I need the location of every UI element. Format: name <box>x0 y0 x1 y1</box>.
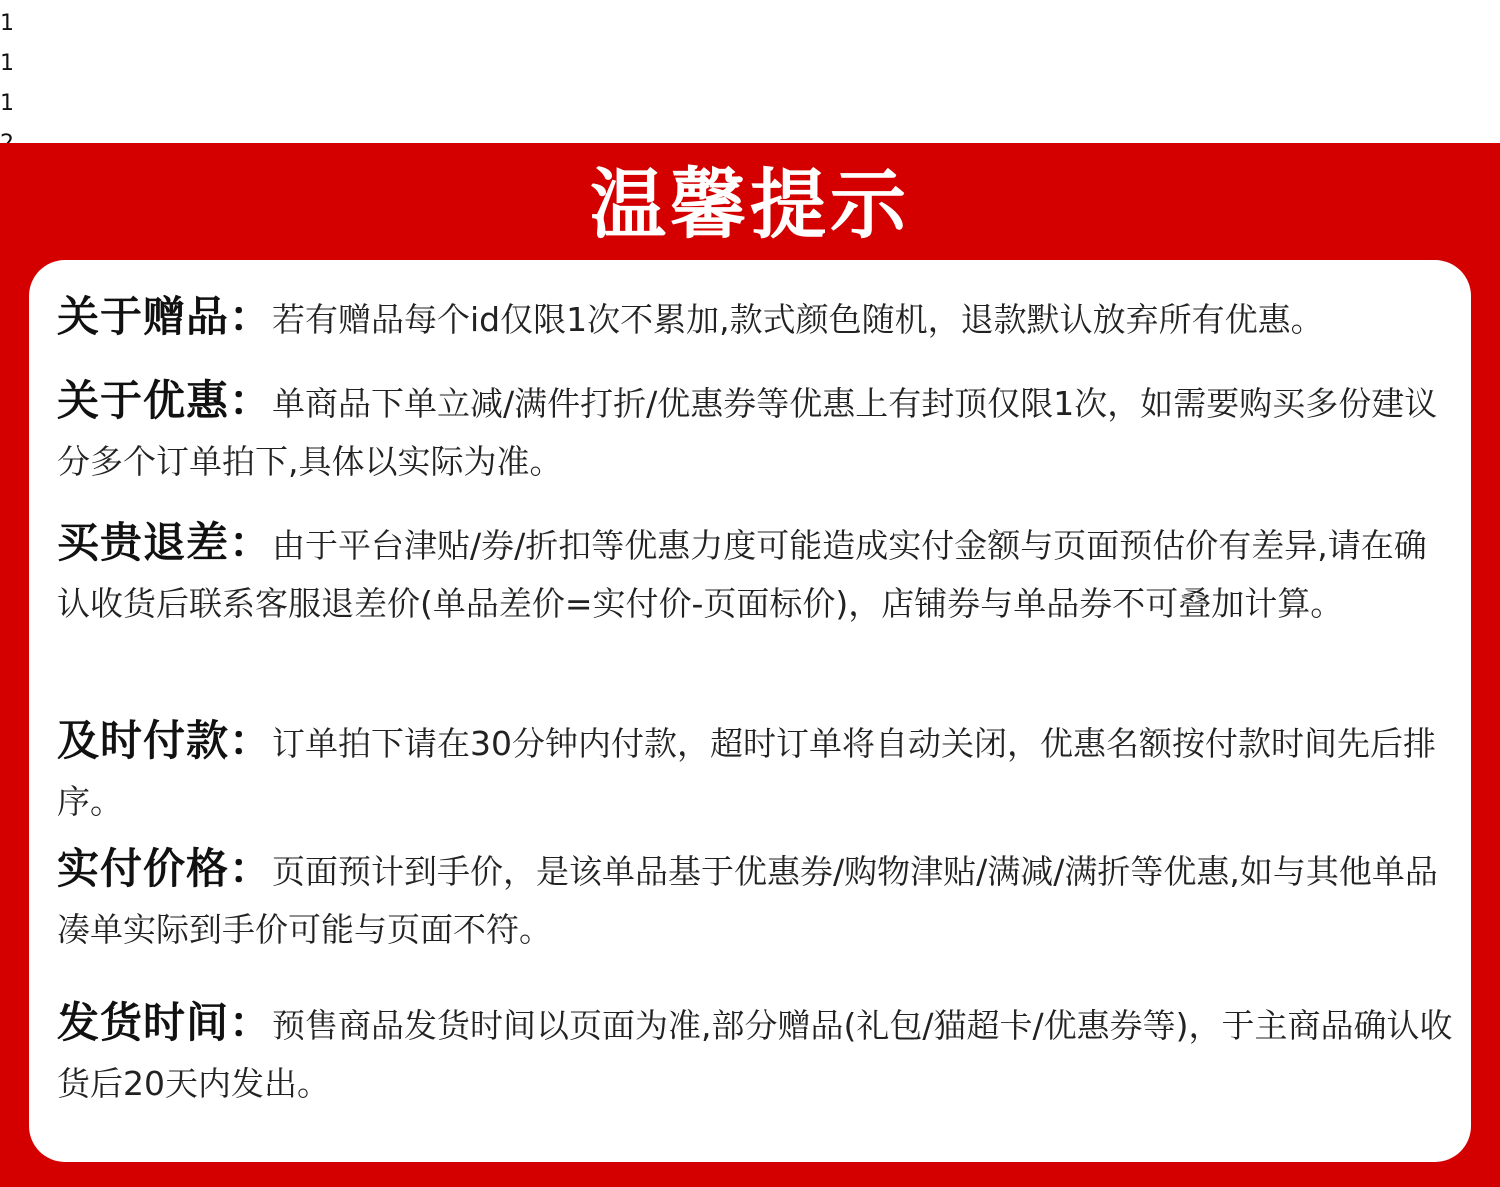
stray-line: 1 <box>0 91 14 116</box>
stray-line: 1 <box>0 11 14 36</box>
notice-item-text: 由于平台津贴/券/折扣等优惠力度可能造成实付金额与页面预估价有差异,请在确认收货后联系客服退差价(单品差价=实付价-页面标价)，店铺券与单品券不可叠加计算。 <box>57 526 1427 623</box>
stray-text-lines <box>0 0 40 143</box>
notice-item-price-difference <box>57 514 1457 633</box>
notice-item-text: 订单拍下请在30分钟内付款，超时订单将自动关闭，优惠名额按付款时间先后排序。 <box>57 724 1437 821</box>
notice-item-label: 及时付款： <box>57 716 273 765</box>
notice-item-label: 发货时间： <box>57 998 273 1047</box>
notice-item-label: 关于优惠： <box>57 376 273 425</box>
notice-item-text: 若有赠品每个id仅限1次不累加,款式颜色随机，退款默认放弃所有优惠。 <box>272 300 1324 339</box>
notice-item-label: 实付价格： <box>57 844 273 893</box>
notice-item-label: 买贵退差： <box>57 518 273 567</box>
notice-item-text: 页面预计到手价，是该单品基于优惠券/购物津贴/满减/满折等优惠,如与其他单品凑单实际到手价可能与页面不符。 <box>57 852 1438 949</box>
notice-item-discounts <box>57 372 1457 491</box>
notice-item-text: 预售商品发货时间以页面为准,部分赠品(礼包/猫超卡/优惠券等)，于主商品确认收货后20天内发出。 <box>57 1006 1453 1103</box>
notice-item-label: 关于赠品： <box>57 292 273 341</box>
notice-card <box>29 260 1471 1162</box>
notice-item-payment <box>57 712 1457 831</box>
stray-line: 1 <box>0 51 14 76</box>
notice-item-gifts <box>57 288 1457 349</box>
notice-title: 温馨提示 <box>590 160 910 249</box>
notice-banner <box>0 143 1500 1187</box>
notice-item-text: 单商品下单立减/满件打折/优惠券等优惠上有封顶仅限1次，如需要购买多份建议分多个订单拍下,具体以实际为准。 <box>57 384 1438 481</box>
notice-item-shipping <box>57 994 1457 1113</box>
notice-item-actual-price <box>57 840 1457 959</box>
